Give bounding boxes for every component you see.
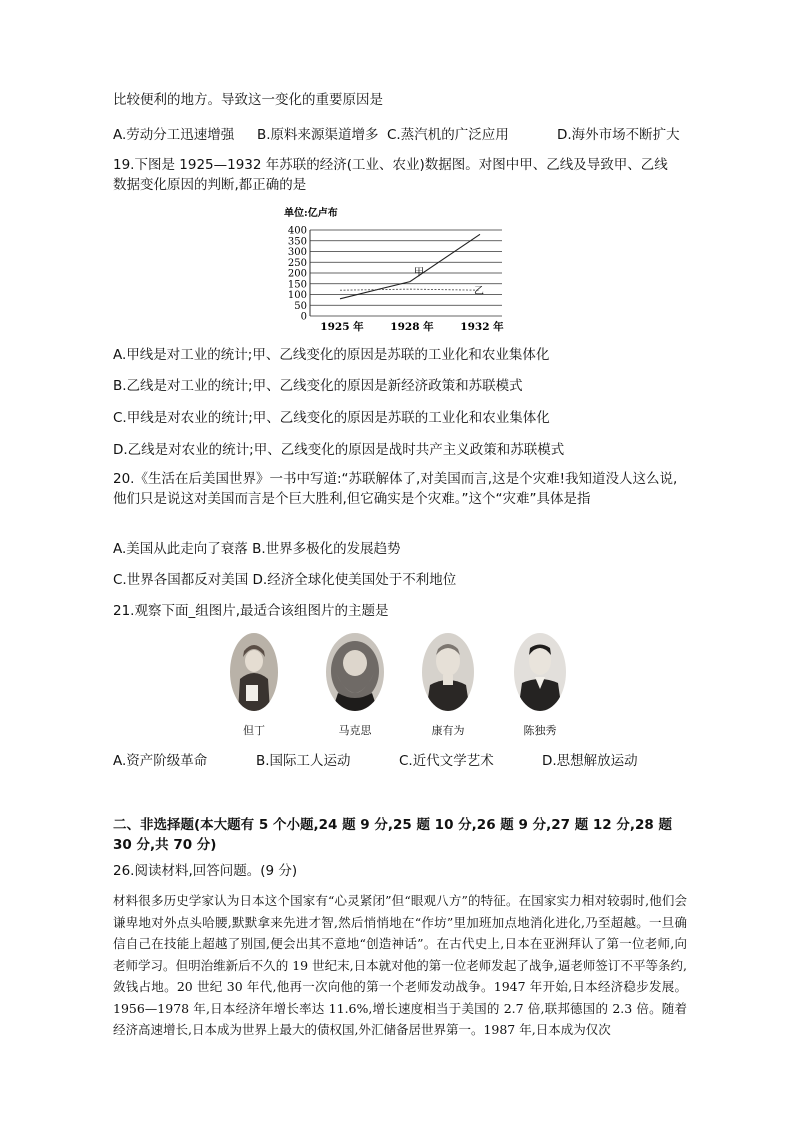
chart-ytick-label: 250 xyxy=(287,257,307,269)
chart-xtick-label: 1928 年 xyxy=(390,321,434,333)
chart-ytick-label: 0 xyxy=(300,311,307,323)
q19-option-b[interactable]: B.乙线是对工业的统计;甲、乙线变化的原因是新经济政策和苏联模式 xyxy=(113,378,523,394)
q19-stem-line1: 19.下图是 1925—1932 年苏联的经济(工业、农业)数据图。对图中甲、乙线及导致甲、乙线 xyxy=(113,157,668,173)
q18-stem-tail: 比较便利的地方。导致这一变化的重要原因是 xyxy=(113,92,383,108)
chart-series-label-1: 甲 xyxy=(414,267,424,279)
chart-ytick-label: 150 xyxy=(287,279,307,291)
chart-series-label-2: 乙 xyxy=(474,286,484,298)
q21-option-c[interactable]: C.近代文学艺术 xyxy=(399,753,494,769)
chart-ytick-label: 100 xyxy=(287,290,307,301)
q18-option-c[interactable]: C.蒸汽机的广泛应用 xyxy=(387,127,509,143)
q21-option-b[interactable]: B.国际工人运动 xyxy=(256,753,351,769)
q19-stem-line2: 数据变化原因的判断,都正确的是 xyxy=(113,177,307,193)
q20-options-line2[interactable]: C.世界各国都反对美国 D.经济全球化使美国处于不利地位 xyxy=(113,572,457,588)
chart-ytick-label: 350 xyxy=(287,236,307,248)
chart-xtick-label: 1932 年 xyxy=(460,321,504,333)
q26-stem: 26.阅读材料,回答问题。(9 分) xyxy=(113,863,298,879)
q18-option-a[interactable]: A.劳动分工迅速增强 xyxy=(113,127,235,143)
chart-series-line-2 xyxy=(340,289,480,290)
q21-options xyxy=(113,751,638,771)
portrait-dante xyxy=(230,633,278,711)
portrait-marx xyxy=(326,633,384,711)
q19-chart xyxy=(280,204,520,334)
q21-stem: 21.观察下面_组图片,最适合该组图片的主题是 xyxy=(113,603,389,619)
q19-option-d[interactable]: D.乙线是对农业的统计;甲、乙线变化的原因是战时共产主义政策和苏联模式 xyxy=(113,442,565,458)
chart-ytick-label: 200 xyxy=(287,268,307,280)
chart-ytick-label: 300 xyxy=(287,247,307,258)
q21-option-d[interactable]: D.思想解放运动 xyxy=(542,753,638,769)
q20-options-line1[interactable]: A.美国从此走向了衰落 B.世界多极化的发展趋势 xyxy=(113,541,401,557)
section2-heading: 二、非选择题(本大题有 5 个小题,24 题 9 分,25 题 10 分,26 题 9 分,27 题 12 分,28 题 30 分,共 70 分) xyxy=(113,817,672,853)
portrait-name-marx: 马克思 xyxy=(338,724,372,737)
portrait-name-chen-duxiu: 陈独秀 xyxy=(523,724,557,737)
chart-ytick-label: 50 xyxy=(294,300,307,312)
portrait-kang-youwei xyxy=(422,633,474,711)
q18-option-d[interactable]: D.海外市场不断扩大 xyxy=(557,127,680,143)
chart-ytick-label: 400 xyxy=(287,225,307,237)
q19-option-a[interactable]: A.甲线是对工业的统计;甲、乙线变化的原因是苏联的工业化和农业集体化 xyxy=(113,347,550,363)
portrait-chen-duxiu xyxy=(514,633,566,711)
portrait-name-kang-youwei: 康有为 xyxy=(431,724,465,737)
q20-stem: 20.《生活在后美国世界》一书中写道:“苏联解体了,对美国而言,这是个灾难!我知道没人这么说,他们只是说这对美国而言是个巨大胜利,但它确实是个灾难。”这个“灾难”具体是指 xyxy=(113,471,678,507)
chart-xtick-label: 1925 年 xyxy=(320,321,364,333)
q18-options xyxy=(113,125,680,145)
q19-option-c[interactable]: C.甲线是对农业的统计;甲、乙线变化的原因是苏联的工业化和农业集体化 xyxy=(113,410,550,426)
q18-option-b[interactable]: B.原料来源渠道增多 xyxy=(257,127,379,143)
q21-option-a[interactable]: A.资产阶级革命 xyxy=(113,753,208,769)
portrait-name-dante: 但丁 xyxy=(243,724,265,737)
q26-material: 材料很多历史学家认为日本这个国家有“心灵紧闭”但“眼观八方”的特征。在国家实力相对较弱时,他们会谦卑地对外点头哈腰,默默拿来先进才智,然后悄悄地在“作坊”里加班加点地消化进化,乃至超越。一旦确信自己在技能上超越了别国,便会出其不意地“创造神话”。在古代史上,日本在亚洲拜认了第一位老师,向老师学习。但明治维新后不久的 19 世纪末,日本就对他的第一位老师发起了战争,逼老师签订不平等条约,敛钱占地。20 世纪 30 年代,他再一次向他的第一个老师发动战争。1947 年开始,日本经济稳步发展。1956—1978 年,日本经济年增长率达 11.6%,增长速度相当于美国的 2.7 倍,联邦德国的 2.3 倍。随着经济高速增长,日本成为世界上最大的债权国,外汇储备居世界第一。1987 年,日本成为仅次 xyxy=(113,893,687,1037)
chart-unit-label: 单位:亿卢布 xyxy=(284,208,338,219)
